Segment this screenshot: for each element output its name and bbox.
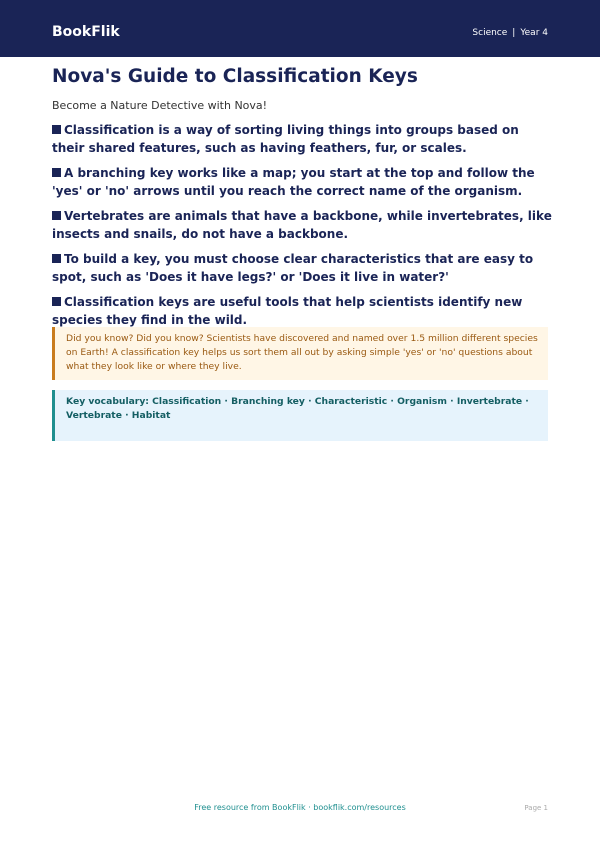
footer-resource-link[interactable]: Free resource from BookFlik · bookflik.com/resources (194, 803, 406, 812)
bullet-square-icon (52, 125, 61, 134)
key-point (52, 250, 552, 286)
key-point (52, 164, 552, 200)
header-meta (472, 27, 548, 39)
key-point-text: To build a key, you must choose clear characteristics that are easy to spot, such as 'Does it have legs?' or 'Does it live in water?' (52, 252, 534, 284)
key-point (52, 293, 552, 329)
bullet-square-icon (52, 168, 61, 177)
vocab-text: Key vocabulary: Classification · Branching key · Characteristic · Organism · Invertebrate · Vertebrate · Habitat (66, 396, 529, 421)
key-vocabulary-box (52, 390, 548, 441)
subject-label: Science (472, 28, 508, 38)
bullet-square-icon (52, 297, 61, 306)
key-point-text: Classification keys are useful tools that help scientists identify new species they find in the wild. (52, 295, 523, 327)
page-subtitle: Become a Nature Detective with Nova! (52, 99, 268, 112)
bullet-square-icon (52, 254, 61, 263)
page-number: Page 1 (524, 804, 548, 812)
meta-separator: | (512, 28, 516, 38)
key-point-text: A branching key works like a map; you start at the top and follow the 'yes' or 'no' arrows until you reach the correct name of the organism. (52, 166, 535, 198)
page-header (0, 0, 600, 57)
key-point-text: Classification is a way of sorting living things into groups based on their shared features, such as having feathers, fur, or scales. (52, 123, 519, 155)
brand-logo: BookFlik (52, 24, 120, 40)
key-point (52, 207, 552, 243)
callout-text: Did you know? Did you know? Scientists have discovered and named over 1.5 million different species on Earth! A classification key helps us sort them all out by asking simple 'yes' or 'no' questions about what they look like or where they live. (66, 333, 538, 372)
did-you-know-callout (52, 327, 548, 380)
key-points-list (52, 121, 552, 336)
key-point-text: Vertebrates are animals that have a backbone, while invertebrates, like insects and snails, do not have a backbone. (52, 209, 552, 241)
bullet-square-icon (52, 211, 61, 220)
year-label: Year 4 (520, 28, 548, 38)
key-point (52, 121, 552, 157)
page-title: Nova's Guide to Classification Keys (52, 66, 418, 87)
